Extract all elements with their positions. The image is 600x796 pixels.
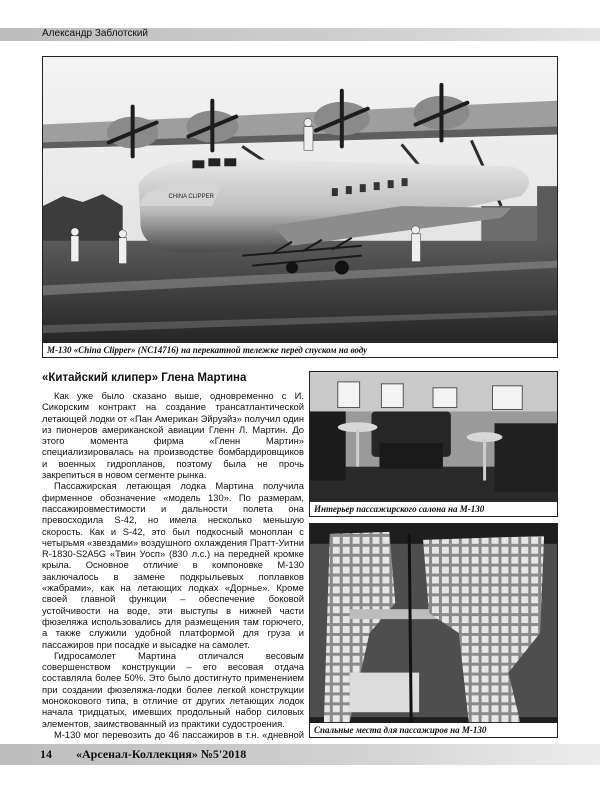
paragraph: Пассажирская летающая лодка Мартина получила фирменное обозначение «модель 130». По размерам, пассажировместимости и дальности полета она превосходила S-42, но имела несколько меньшую скорость. Как и S-42, это был подкосный моноплан с четырьмя «звездами» воздушного охлаждения Пратт-Уитни R-1830-S2A5G «Твин Уосп» (830 л.с.) на передней кромке крыла. Основное отличие в компоновке М-130 заключалось в замене подкрыльевых поплавков «жабрами», как на летающих лодках «Дорнье». Кроме своей главной функции – обеспечение боковой устойчивости на воде, эти выступы в нижней части фюзеляжа использовались для размещения там горючего, а также служили удобной платформой для груза и пассажиров при посадке и высадке на самолет. [42, 480, 304, 650]
salon-illustration [310, 372, 557, 516]
salon-photo-caption: Интерьер пассажирского салона на М-130 [310, 502, 557, 516]
article-body [42, 390, 304, 742]
berths-photo-caption: Спальные места для пассажиров на М-130 [310, 723, 557, 737]
magazine-title: «Арсенал-Коллекция» №5'2018 [76, 747, 247, 761]
salon-photo [309, 371, 558, 517]
page-number: 14 [40, 747, 52, 761]
paragraph: Гидросамолет Мартина отличался весовым совершенством конструкции – его весовая отдача составляла более 50%. Это было достигнуто применением при создании фюзеляжа-лодки более легкой конструкции монококового типа, в отличие от других летающих лодок начала тридцатых, имевших продольный набор силовых элементов, заимствованный из практики судостроения. [42, 649, 304, 729]
berths-photo [309, 523, 558, 738]
berths-illustration [310, 524, 557, 737]
hull-lettering: CHINA CLIPPER [168, 194, 214, 201]
article-title: «Китайский клипер» Глена Мартина [42, 372, 247, 384]
main-photo [42, 56, 558, 358]
main-photo-caption: М-130 «China Clipper» (NC14716) на перекатной тележке перед спуском на воду [43, 343, 557, 357]
flying-boat-illustration [43, 57, 557, 357]
paragraph: Как уже было сказано выше, одновременно с И. Сикорским контракт на создание трансатлантической летающей лодки от «Пан Американ Эйруэйз» получил один из пионеров американской авиации Гленн Л. Мартин. До этого момента фирма «Гленн Мартин» специализировалась на производстве бомбардировщиков и военных гидропланов, поэтому была не прочь закрепиться в новом сегменте рынка. [42, 390, 304, 481]
author-name: Александр Заблотский [42, 28, 148, 39]
paragraph: М-130 мог перевозить до 46 пассажиров в т.н. «дневной [54, 728, 304, 740]
